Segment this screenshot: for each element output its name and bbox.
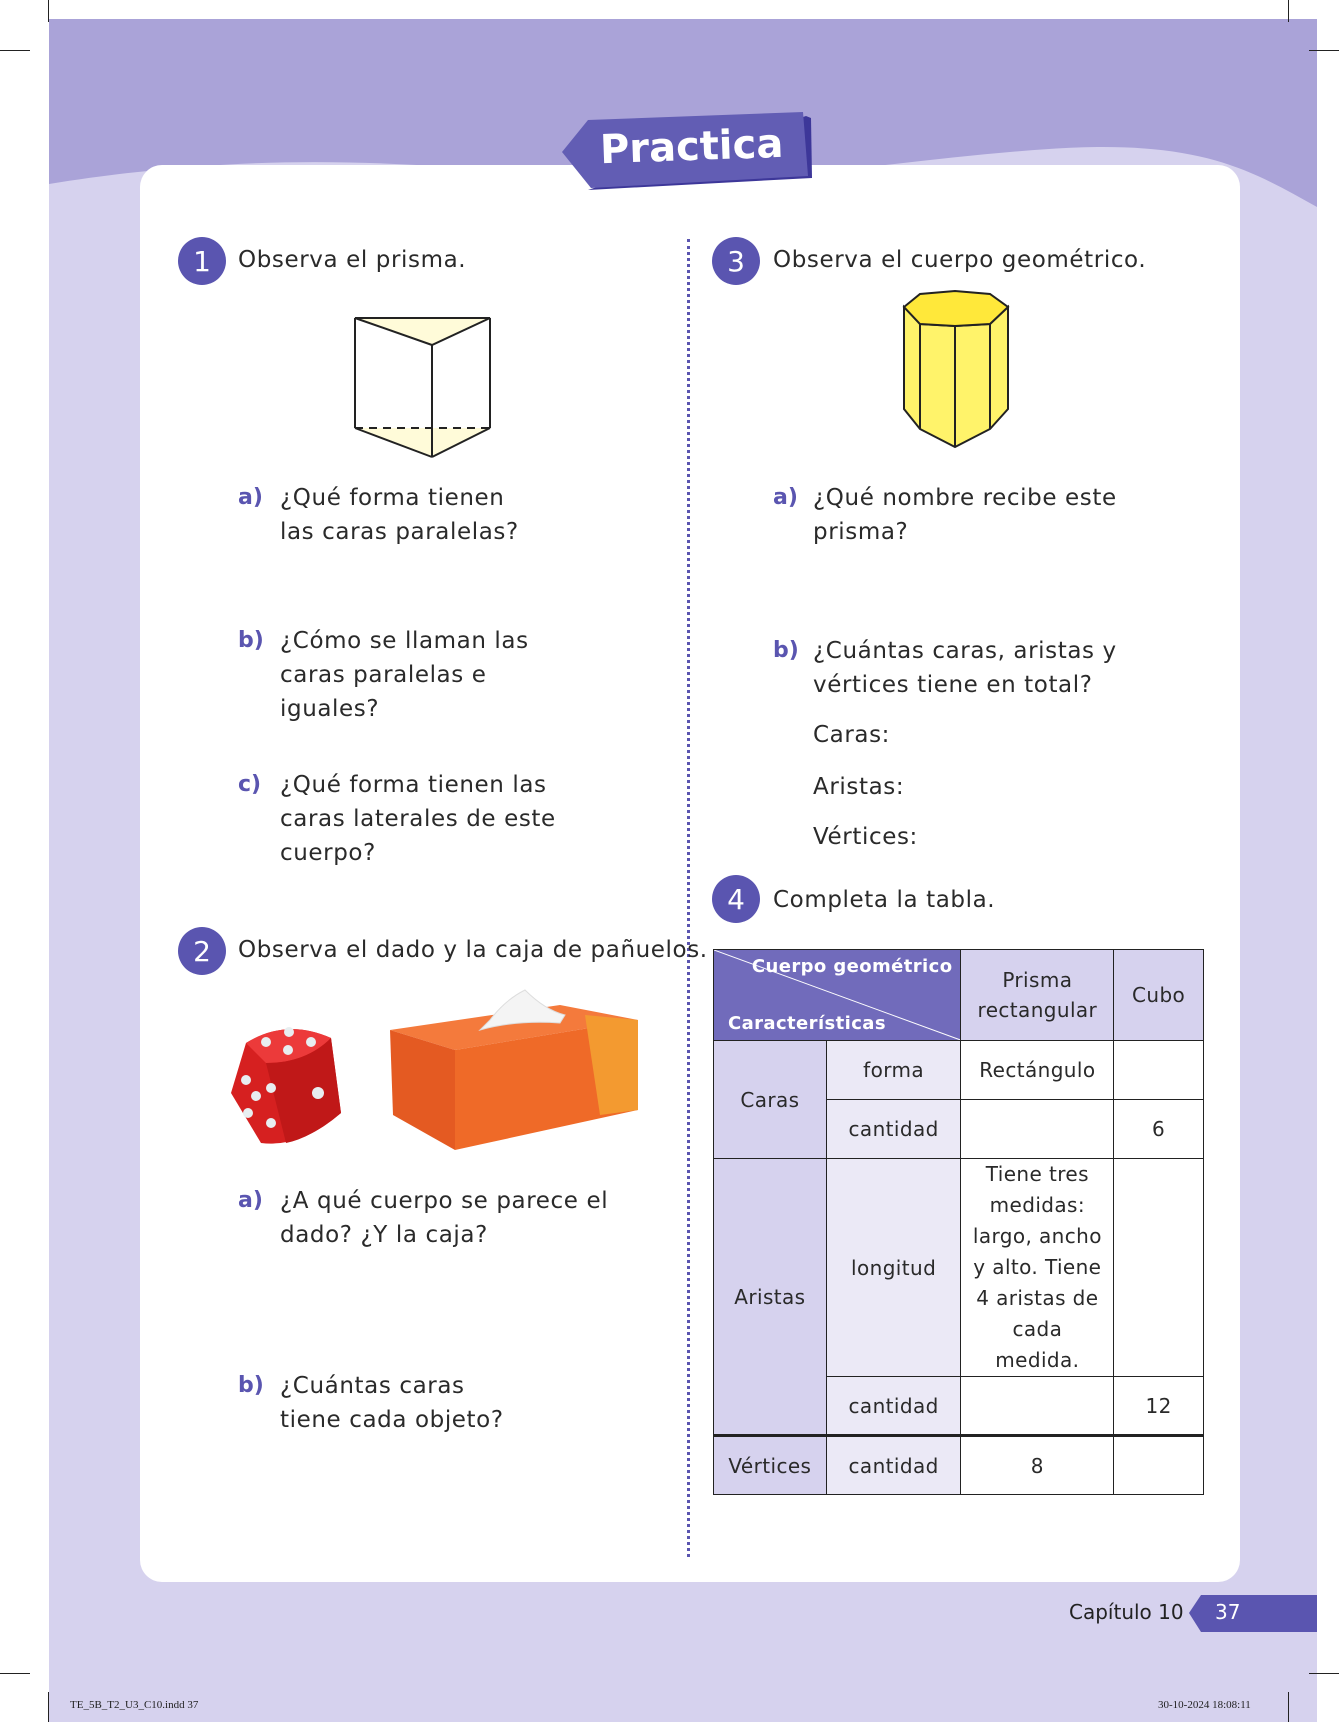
question-1c: ¿Qué forma tienen las caras laterales de este cuerpo? — [280, 772, 556, 866]
properties-table — [713, 949, 1204, 1495]
dice-image — [226, 1018, 351, 1150]
row-sub-cantidad: cantidad — [826, 1436, 961, 1495]
crop-mark — [1288, 0, 1289, 22]
crop-mark — [0, 50, 30, 51]
corner-bottom-label: Características — [728, 1013, 886, 1034]
question-3a: ¿Qué nombre recibe este prisma? — [813, 485, 1117, 545]
exercise-number-3: 3 — [712, 237, 760, 285]
question-3b: ¿Cuántas caras, aristas y vértices tiene en total? — [813, 638, 1117, 698]
row-header-aristas: Aristas — [714, 1159, 827, 1436]
question-1a: ¿Qué forma tienen las caras paralelas? — [280, 485, 519, 545]
exercise-number-4: 4 — [712, 875, 760, 923]
corner-top-label: Cuerpo geométrico — [751, 956, 953, 977]
exercise-4-title: Completa la tabla. — [773, 887, 996, 913]
cell-aristas-cantidad-prisma[interactable] — [961, 1377, 1114, 1436]
row-sub-cantidad: cantidad — [826, 1377, 961, 1436]
cell-caras-cantidad-cubo: 6 — [1114, 1100, 1204, 1159]
caras-answer-label: Caras: — [813, 722, 891, 748]
question-label: a) — [773, 485, 798, 510]
cell-caras-cantidad-prisma[interactable] — [961, 1100, 1114, 1159]
cell-vertices-cantidad-prisma: 8 — [961, 1436, 1114, 1495]
row-sub-cantidad: cantidad — [826, 1100, 961, 1159]
cell-caras-forma-cubo[interactable] — [1114, 1041, 1204, 1100]
exercise-2-title: Observa el dado y la caja de pañuelos. — [238, 937, 708, 963]
page-number: 37 — [1215, 1600, 1241, 1624]
page-number-tab — [1187, 1595, 1317, 1632]
crop-mark — [48, 0, 49, 22]
row-header-vertices: Vértices — [714, 1436, 827, 1495]
question-label: a) — [238, 1188, 263, 1213]
octagonal-prism-image — [900, 289, 1012, 451]
chapter-label: Capítulo 10 — [1069, 1600, 1184, 1624]
cell-aristas-longitud-cubo[interactable] — [1114, 1159, 1204, 1377]
question-label: b) — [238, 628, 264, 653]
row-sub-longitud: longitud — [826, 1159, 961, 1377]
crop-mark — [1309, 1673, 1339, 1674]
print-date: 30-10-2024 18:08:11 — [1158, 1699, 1251, 1711]
cell-caras-forma-prisma: Rectángulo — [961, 1041, 1114, 1100]
exercise-number-2: 2 — [178, 927, 226, 975]
file-slug: TE_5B_T2_U3_C10.indd 37 — [70, 1699, 199, 1711]
question-1b: ¿Cómo se llaman las caras paralelas e iguales? — [280, 628, 529, 722]
column-divider — [687, 239, 690, 1557]
question-2a: ¿A qué cuerpo se parece el dado? ¿Y la caja? — [280, 1188, 609, 1248]
table-corner-header — [714, 950, 961, 1041]
exercise-1-title: Observa el prisma. — [238, 247, 467, 273]
cell-vertices-cantidad-cubo[interactable] — [1114, 1436, 1204, 1495]
aristas-answer-label: Aristas: — [813, 774, 905, 800]
exercise-3-title: Observa el cuerpo geométrico. — [773, 247, 1147, 273]
crop-mark — [1309, 50, 1339, 51]
question-label: b) — [773, 638, 799, 663]
question-label: b) — [238, 1373, 264, 1398]
page-title: Practica — [599, 120, 785, 174]
triangular-prism-image — [350, 315, 495, 460]
row-header-caras: Caras — [714, 1041, 827, 1159]
vertices-answer-label: Vértices: — [813, 824, 918, 850]
question-label: c) — [238, 772, 262, 797]
column-header-prisma: Prisma rectangular — [961, 950, 1114, 1041]
cell-aristas-longitud-prisma: Tiene tres medidas: largo, ancho y alto. Tiene 4 aristas de cada medida. — [961, 1159, 1114, 1377]
question-2b: ¿Cuántas caras tiene cada objeto? — [280, 1373, 504, 1433]
tissue-box-image — [385, 985, 643, 1153]
column-header-cubo: Cubo — [1114, 950, 1204, 1041]
question-label: a) — [238, 485, 263, 510]
row-sub-forma: forma — [826, 1041, 961, 1100]
crop-mark — [48, 1692, 49, 1722]
exercise-number-1: 1 — [178, 237, 226, 285]
crop-mark — [0, 1673, 30, 1674]
cell-aristas-cantidad-cubo: 12 — [1114, 1377, 1204, 1436]
crop-mark — [1288, 1692, 1289, 1722]
